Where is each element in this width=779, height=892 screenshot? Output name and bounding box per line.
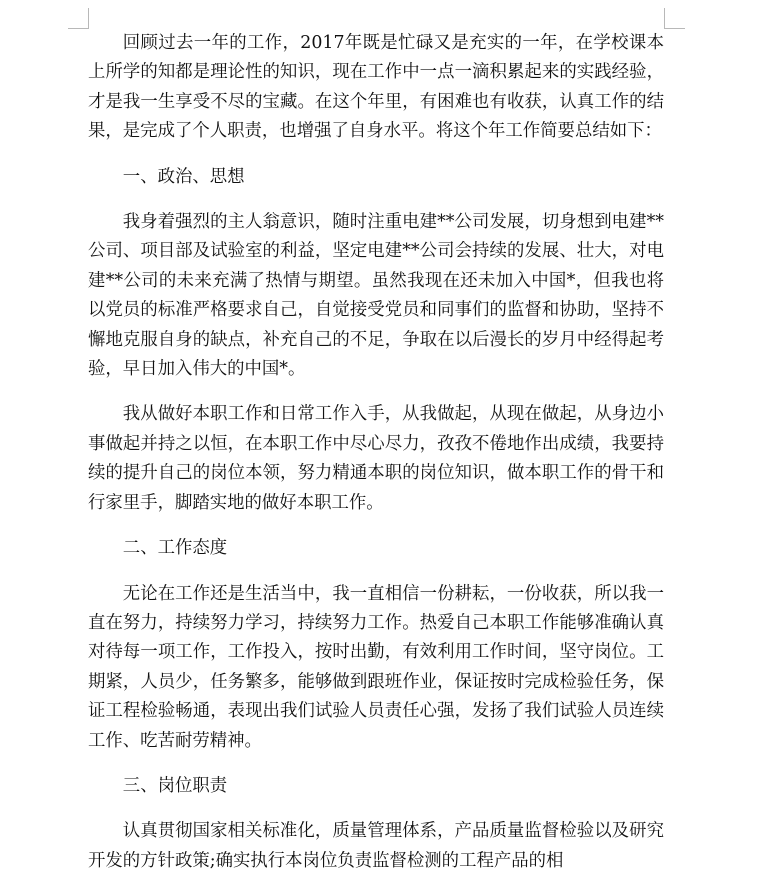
- section-heading-responsibility: 三、岗位职责: [122, 775, 228, 796]
- paragraph-attitude: 无论在工作还是生活当中，我一直相信一份耕耘，一份收获，所以我一直在努力，持续努力学习，持续努力工作。热爱自己本职工作能够准确认真对待每一项工作，工作投入，按时出勤，有效利用工作时间，坚守岗位。工期紧，人员少，任务繁多，能够做到跟班作业，保证按时完成检验任务，保证工程检验畅通，表现出我们试验人员责任心强，发扬了我们试验人员连续工作、吃苦耐劳精神。: [88, 583, 664, 751]
- crop-mark-left-vertical: [88, 8, 89, 28]
- crop-mark-left-horizontal: [68, 28, 89, 29]
- paragraph-duty: 我从做好本职工作和日常工作入手，从我做起，从现在做起，从身边小事做起并持之以恒，在本职工作中尽心尽力，孜孜不倦地作出成绩，我要持续的提升自己的岗位本领，努力精通本职的岗位知识，做本职工作的骨干和行家里手，脚踏实地的做好本职工作。: [88, 404, 664, 513]
- crop-mark-right-vertical: [664, 8, 665, 28]
- section-heading-politics: 一、政治、思想: [122, 166, 245, 187]
- paragraph-intro: 回顾过去一年的工作，2017年既是忙碌又是充实的一年，在学校课本上所学的知都是理论性的知识，现在工作中一点一滴积累起来的实践经验，才是我一生享受不尽的宝藏。在这个年里，有困难也有收获，认真工作的结果，是完成了个人职责，也增强了自身水平。将这个年工作简要总结如下：: [88, 33, 664, 142]
- document-body: [88, 29, 664, 892]
- crop-mark-right-horizontal: [664, 28, 685, 29]
- section-heading-attitude: 二、工作态度: [122, 538, 228, 559]
- paragraph-responsibility: 认真贯彻国家相关标准化，质量管理体系，产品质量监督检验以及研究开发的方针政策;确实执行本岗位负责监督检测的工程产品的相: [88, 821, 664, 871]
- paragraph-politics: 我身着强烈的主人翁意识，随时注重电建**公司发展，切身想到电建**公司、项目部及试验室的利益，坚定电建**公司会持续的发展、壮大，对电建**公司的未来充满了热情与期望。虽然我现在还未加入中国*，但我也将以党员的标准严格要求自己，自觉接受党员和同事们的监督和协助，坚持不懈地克服自身的缺点，补充自己的不足，争取在以后漫长的岁月中经得起考验，早日加入伟大的中国*。: [88, 212, 664, 380]
